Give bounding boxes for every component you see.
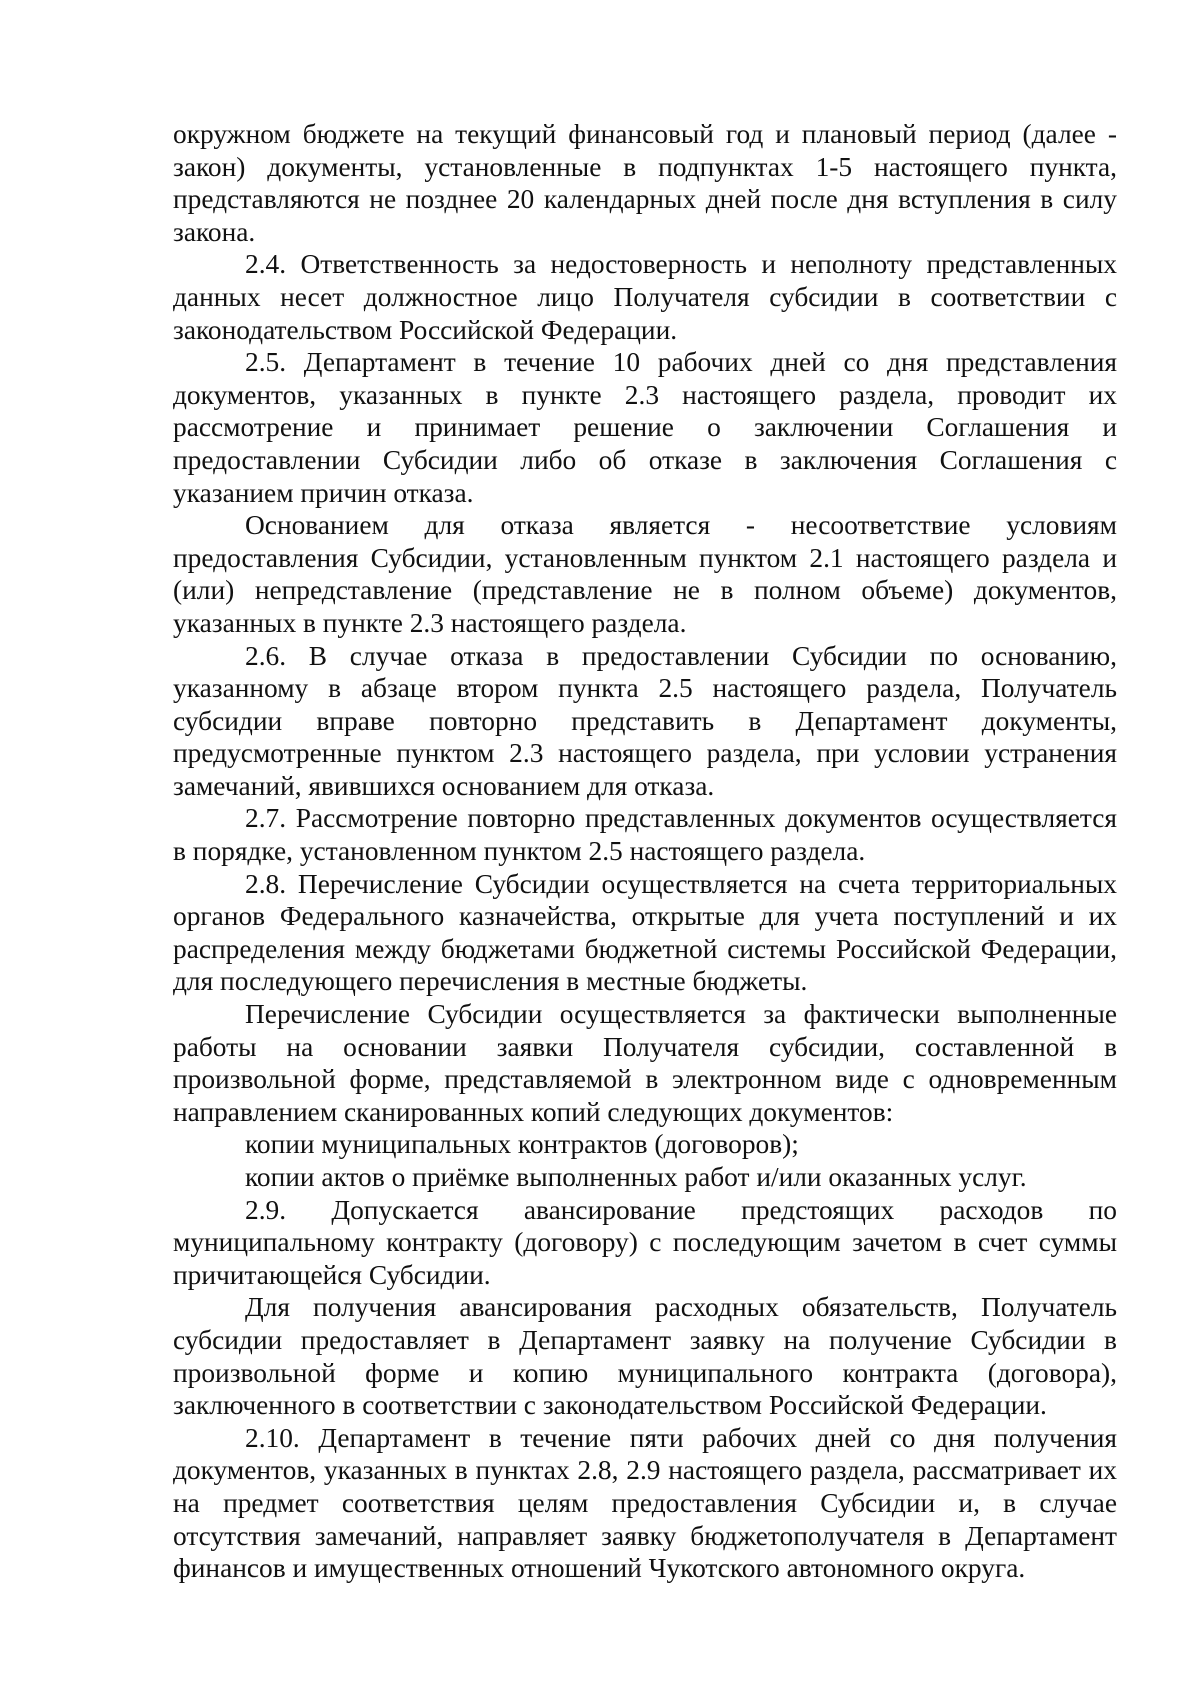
document-body	[173, 118, 1117, 1585]
paragraph-clause-2-7: 2.7. Рассмотрение повторно представленных документов осуществляется в порядке, установленном пунктом 2.5 настоящего раздела.	[173, 803, 1117, 867]
paragraph-clause-2-6: 2.6. В случае отказа в предоставлении Субсидии по основанию, указанному в абзаце втором пункта 2.5 настоящего раздела, Получатель субсидии вправе повторно представить в Департамент документы, предусмотренные пунктом 2.3 настоящего раздела, при условии устранения замечаний, явившихся основанием для отказа.	[173, 640, 1117, 801]
paragraph-clause-2-8: 2.8. Перечисление Субсидии осуществляется на счета территориальных органов Федерального казначейства, открытые для учета поступлений и их распределения между бюджетами бюджетной системы Российской Федерации, для последующего перечисления в местные бюджеты.	[173, 868, 1117, 997]
paragraph-clause-2-5: 2.5. Департамент в течение 10 рабочих дней со дня представления документов, указанных в пункте 2.3 настоящего раздела, проводит их рассмотрение и принимает решение о заключении Соглашения и предоставлении Субсидии либо об отказе в заключения Соглашения с указанием причин отказа.	[173, 347, 1117, 508]
paragraph-continuation: окружном бюджете на текущий финансовый год и плановый период (далее - закон) документы, установленные в подпунктах 1-5 настоящего пункта, представляются не позднее 20 календарных дней после дня вступления в силу закона.	[173, 119, 1117, 247]
paragraph-clause-2-4: 2.4. Ответственность за недостоверность и неполноту представленных данных несет должностное лицо Получателя субсидии в соответствии с законодательством Российской Федерации.	[173, 249, 1117, 345]
paragraph-clause-2-9: 2.9. Допускается авансирование предстоящих расходов по муниципальному контракту (договору) с последующим зачетом в счет суммы причитающейся Субсидии.	[173, 1194, 1117, 1290]
paragraph-clause-2-8-transfer: Перечисление Субсидии осуществляется за фактически выполненные работы на основании заявки Получателя субсидии, составленной в произвольной форме, представляемой в электронном виде с одновременным направлением сканированных копий следующих документов:	[173, 999, 1117, 1127]
paragraph-clause-2-9-advance: Для получения авансирования расходных обязательств, Получатель субсидии предоставляет в Департамент заявку на получение Субсидии в произвольной форме и копию муниципального контракта (договора), заключенного в соответствии с законодательством Российской Федерации.	[173, 1292, 1117, 1421]
paragraph-clause-2-10: 2.10. Департамент в течение пяти рабочих дней со дня получения документов, указанных в пунктах 2.8, 2.9 настоящего раздела, рассматривает их на предмет соответствия целям предоставления Субсидии и, в случае отсутствия замечаний, направляет заявку бюджетополучателя в Департамент финансов и имущественных отношений Чукотского автономного округа.	[173, 1422, 1117, 1584]
list-item-acceptance-acts: копии актов о приёмке выполненных работ и/или оказанных услуг.	[245, 1162, 1027, 1192]
list-item-contracts-copies: копии муниципальных контрактов (договоров);	[245, 1129, 799, 1160]
paragraph-clause-2-5-refusal: Основанием для отказа является - несоответствие условиям предоставления Субсидии, установленным пунктом 2.1 настоящего раздела и (или) непредставление (представление не в полном объеме) документов, указанных в пункте 2.3 настоящего раздела.	[173, 510, 1117, 638]
